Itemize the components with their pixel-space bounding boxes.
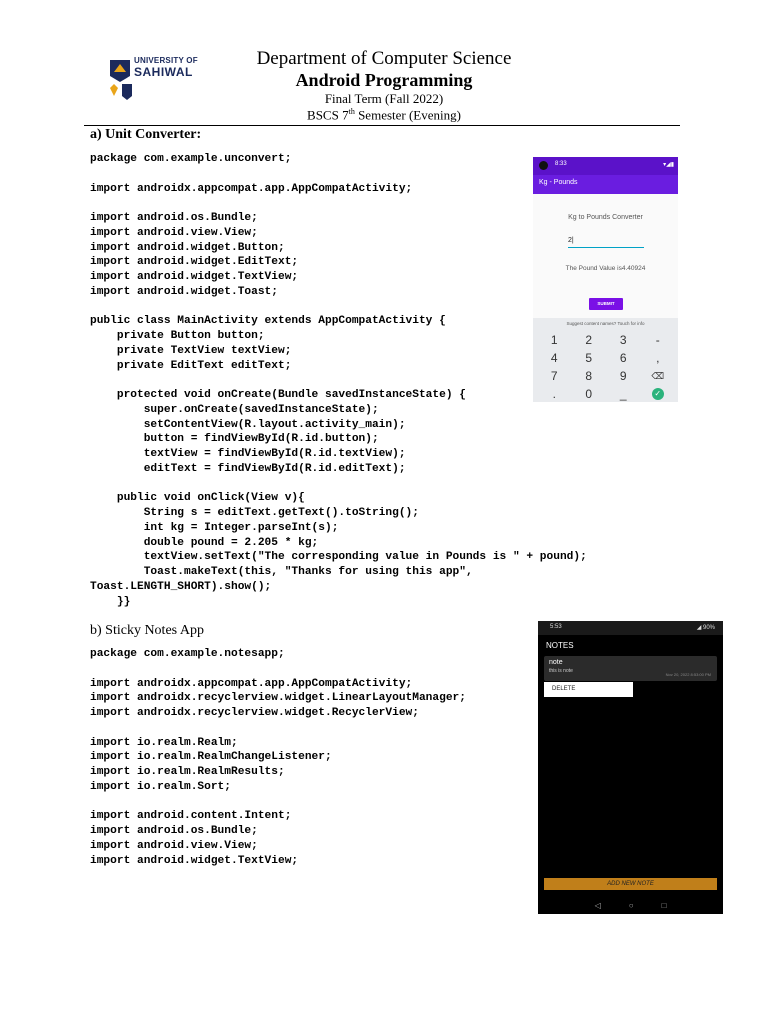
- key-3[interactable]: 3: [619, 333, 627, 347]
- navigation-bar: [538, 897, 723, 914]
- backspace-icon[interactable]: ⌫: [651, 371, 665, 381]
- kg-input[interactable]: 2|: [568, 237, 644, 248]
- status-time: 8:33: [555, 161, 567, 167]
- status-time: 5:53: [550, 624, 562, 630]
- status-bar: [533, 157, 678, 175]
- section-a-code: package com.example.unconvert; import androidx.appcompat.app.AppCompatActivity; import android.os.Bundle; import android.view.View; import android.widget.Button; import android.widget.EditText; import android.widget.TextView; import android.widget.Toast; public class MainActivity extends AppCompatActivity { private Button button; private TextView textView; private EditText editText; protected void onCreate(Bundle savedInstanceState) { super.onCreate(savedInstanceState); setContentView(R.layout.activity_main); button = findViewById(R.id.button); textView = findViewById(R.id.textView); editText = findViewById(R.id.editText); public void onClick(View v){ String s = editText.getText().toString(); int kg = Integer.parseInt(s); double pound = 2.205 * kg; textView.setText("The corresponding value in Pounds is " + pound); Toast.makeText(this, "Thanks for using this app", Toast.LENGTH_SHORT).show(); }}: [90, 153, 587, 608]
- done-key[interactable]: [641, 385, 676, 402]
- back-icon[interactable]: ◁: [594, 901, 601, 910]
- section-b-code: package com.example.notesapp; import androidx.appcompat.app.AppCompatActivity; import androidx.recyclerview.widget.LinearLayoutManager; import androidx.recyclerview.widget.RecyclerView; import io.realm.Realm; import io.realm.RealmChangeListener; import io.realm.RealmResults; import io.realm.Sort; import android.content.Intent; import android.os.Bundle; import android.view.View; import android.widget.TextView;: [90, 648, 466, 867]
- note-title: note: [549, 659, 563, 666]
- pound-result: The Pound Value is4.40924: [565, 265, 646, 272]
- exam-term: Final Term (Fall 2022): [324, 91, 444, 106]
- delete-menu-item[interactable]: DELETE: [552, 686, 576, 692]
- key-period[interactable]: .: [552, 387, 556, 401]
- camera-cutout-icon: [539, 161, 548, 170]
- notes-title: NOTES: [546, 641, 574, 650]
- submit-button[interactable]: SUBMIT: [589, 298, 623, 310]
- key-4[interactable]: 4: [550, 351, 558, 365]
- note-card[interactable]: [544, 656, 717, 681]
- key-6[interactable]: 6: [619, 351, 627, 365]
- status-icons: ▾◢▮: [663, 162, 674, 168]
- key-0[interactable]: 0: [585, 387, 593, 401]
- keyboard-keys: [537, 331, 675, 402]
- university-name-line1: UNIVERSITY OF: [134, 56, 198, 65]
- shield-crest-icon: [106, 52, 134, 110]
- sticky-notes-screenshot: [538, 621, 723, 914]
- university-logo: [106, 52, 198, 110]
- unit-converter-screenshot: [533, 157, 678, 402]
- status-bar: [538, 621, 723, 635]
- course-title: Android Programming: [295, 70, 473, 90]
- note-date: Nov 20, 2022 8:53:00 PM: [665, 672, 711, 677]
- university-name-line2: SAHIWAL: [134, 65, 193, 79]
- key-9[interactable]: 9: [619, 369, 627, 383]
- key-underscore[interactable]: _: [619, 387, 627, 401]
- key-8[interactable]: 8: [585, 369, 593, 383]
- app-bar: [533, 175, 678, 194]
- note-description: this is note: [549, 668, 573, 674]
- key-5[interactable]: 5: [585, 351, 593, 365]
- context-menu: [544, 682, 633, 697]
- status-icons: ◢ 90%: [696, 625, 715, 631]
- key-1[interactable]: 1: [550, 333, 558, 347]
- key-2[interactable]: 2: [585, 333, 593, 347]
- app-title: Kg - Pounds: [539, 179, 578, 186]
- recents-icon[interactable]: □: [661, 901, 667, 910]
- department-title: Department of Computer Science: [256, 48, 512, 69]
- converter-heading: Kg to Pounds Converter: [568, 214, 643, 221]
- header-divider: [84, 125, 680, 126]
- add-new-note-button[interactable]: ADD NEW NOTE: [544, 878, 717, 890]
- check-icon: ✓: [652, 388, 664, 400]
- key-minus[interactable]: -: [655, 333, 660, 347]
- keyboard-suggestion: Suggest content names? Touch for info: [566, 321, 645, 326]
- section-a-title: a) Unit Converter:: [90, 127, 202, 142]
- numeric-keyboard: [533, 318, 678, 402]
- home-icon[interactable]: ○: [628, 901, 634, 910]
- key-comma[interactable]: ,: [656, 351, 660, 365]
- key-7[interactable]: 7: [550, 369, 558, 383]
- section-b-title: b) Sticky Notes App: [90, 623, 204, 638]
- semester-line: BSCS 7th Semester (Evening): [307, 107, 461, 123]
